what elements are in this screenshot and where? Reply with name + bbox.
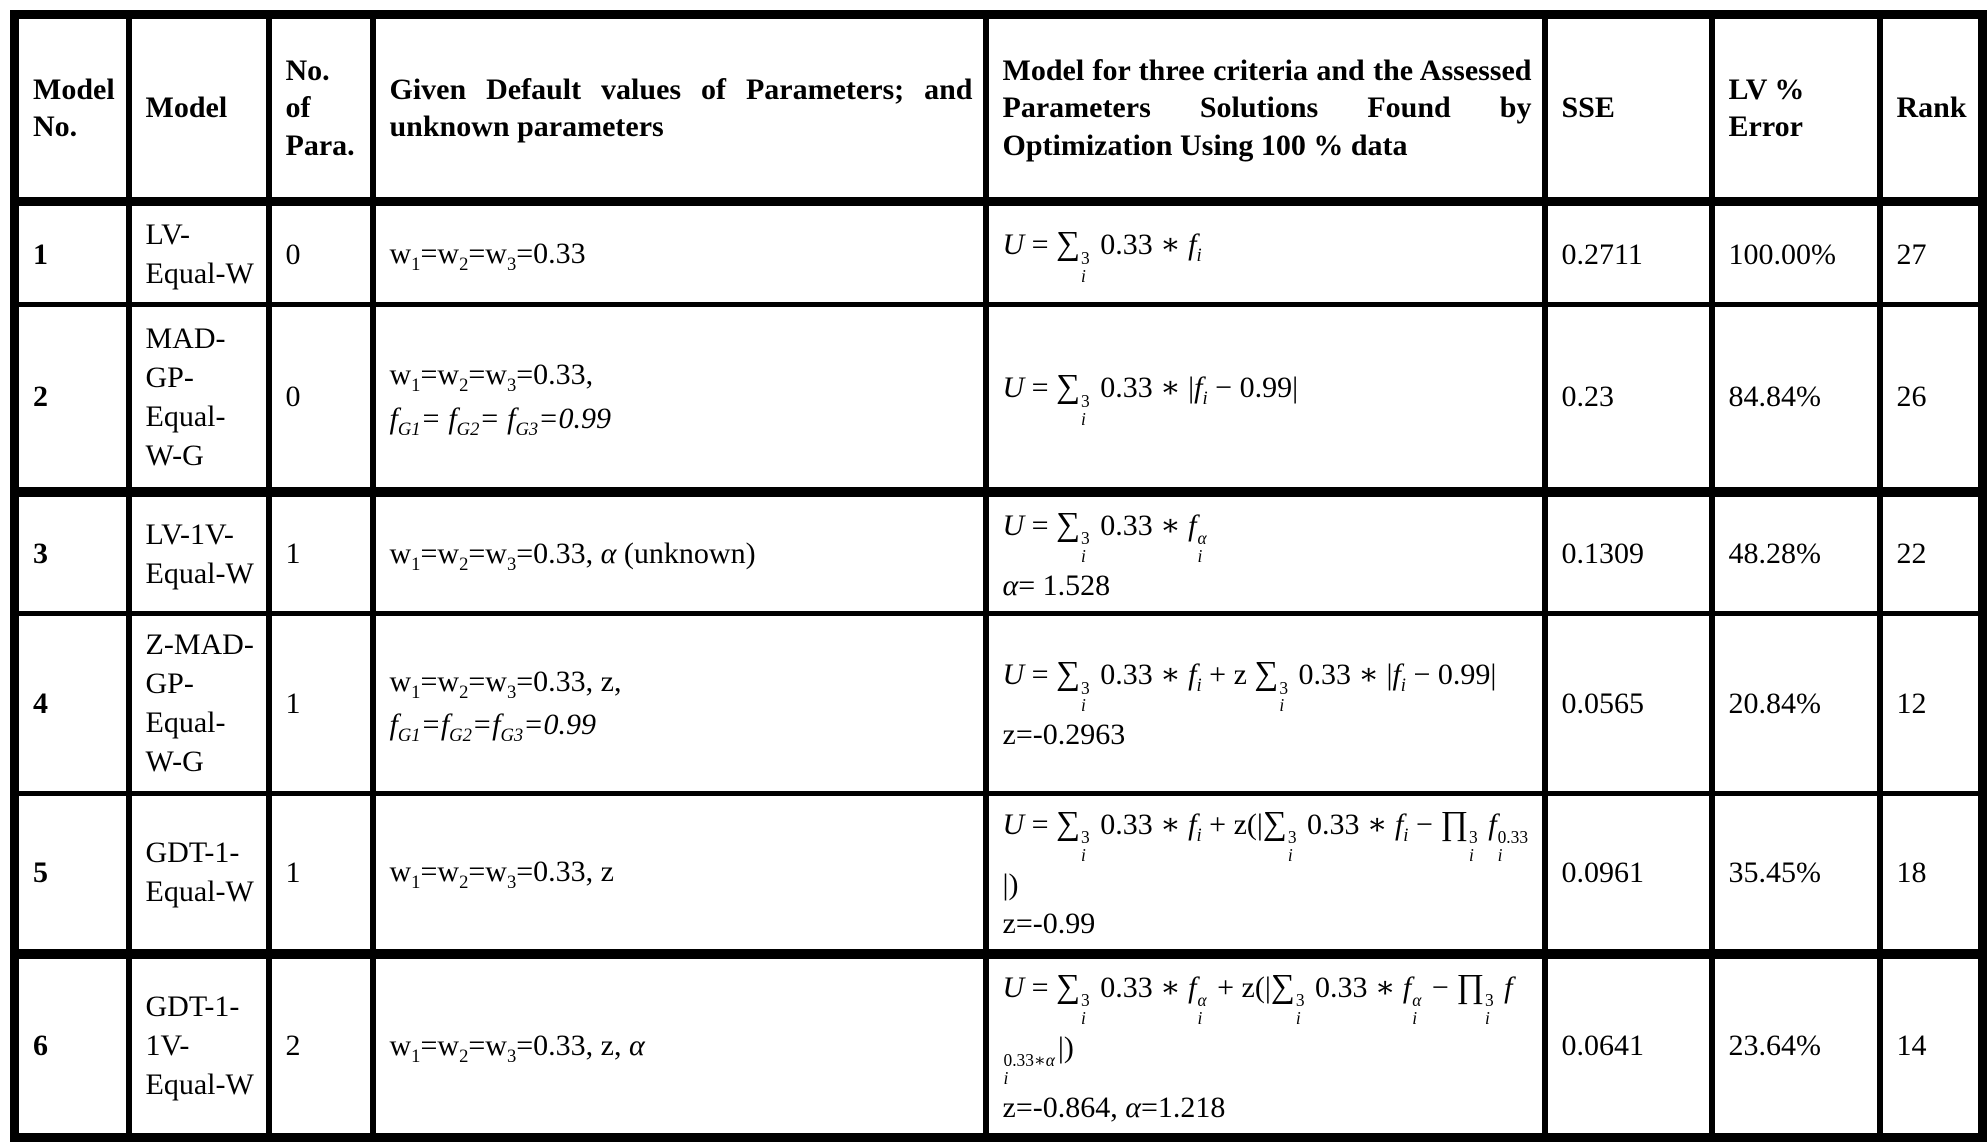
cell-rank: 18 [1880, 793, 1983, 954]
cell-model-formula: U = ∑ 3 i 0.33 ∗ $f_i + z$ ∑ 3 i 0.33 ∗ $|f_i - 0.99|$ z=-0.2963 [986, 613, 1545, 793]
col-header-sse: SSE [1545, 15, 1712, 202]
cell-rank: 14 [1880, 954, 1983, 1138]
cell-model-name: Z-MAD-GP-Equal-W-G [129, 613, 269, 793]
cell-num-para: 1 [269, 492, 373, 614]
col-header-criteria-model: Model for three criteria and the Assessed Parameters Solutions Found by Optimization Using 100 % data [986, 15, 1545, 202]
table-row-model-1 [15, 202, 1983, 305]
cell-sse: 0.0565 [1545, 613, 1712, 793]
cell-num-para: 0 [269, 305, 373, 492]
cell-num-para: 1 [269, 613, 373, 793]
cell-lv-error: 23.64% [1712, 954, 1880, 1138]
cell-given-params: $w_1=w_2=w_3=0.33$, z [373, 793, 986, 954]
cell-lv-error: 20.84% [1712, 613, 1880, 793]
cell-model-no: 3 [15, 492, 129, 614]
cell-sse: 0.0961 [1545, 793, 1712, 954]
cell-model-formula: U = ∑ 3 i 0.33 ∗ $f_i + z(|\sum$ 3 i 0.33 ∗ $f_i$ − ∏ 3 i f 0.33 i |) z=-0.99 [986, 793, 1545, 954]
cell-given-params: $w_1=w_2=w_3=0.33$, z, α [373, 954, 986, 1138]
col-header-num-para: No. of Para. [269, 15, 373, 202]
cell-model-formula: U = ∑ 3 i 0.33 ∗ f α i + z(|∑ 3 i 0.33 ∗ f α i − ∏ 3 i f 0.33∗α i |) z=-0.864, α=1.218 [986, 954, 1545, 1138]
cell-lv-error: 84.84% [1712, 305, 1880, 492]
cell-lv-error: 48.28% [1712, 492, 1880, 614]
cell-rank: 12 [1880, 613, 1983, 793]
cell-model-no: 1 [15, 202, 129, 305]
cell-rank: 22 [1880, 492, 1983, 614]
table-row-model-5 [15, 793, 1983, 954]
cell-given-params: $w_1=w_2=w_3=0.33$, z, $f_{G1}=f_{G2}=f_{G3}=0.99$ [373, 613, 986, 793]
cell-rank: 26 [1880, 305, 1983, 492]
col-header-model-no: Model No. [15, 15, 129, 202]
cell-lv-error: 100.00% [1712, 202, 1880, 305]
col-header-lv-error: LV % Error [1712, 15, 1880, 202]
cell-model-name: GDT-1-Equal-W [129, 793, 269, 954]
cell-model-formula: U = ∑ 3 i 0.33 ∗ f α i α= 1.528 [986, 492, 1545, 614]
cell-num-para: 1 [269, 793, 373, 954]
cell-model-no: 6 [15, 954, 129, 1138]
col-header-rank: Rank [1880, 15, 1983, 202]
cell-sse: 0.23 [1545, 305, 1712, 492]
cell-model-formula: U = ∑ 3 i 0.33 ∗ $f_i$ [986, 202, 1545, 305]
col-header-model: Model [129, 15, 269, 202]
table-row-model-2 [15, 305, 1983, 492]
table-row-model-3 [15, 492, 1983, 614]
cell-lv-error: 35.45% [1712, 793, 1880, 954]
cell-model-name: LV-Equal-W [129, 202, 269, 305]
cell-model-formula: U = ∑ 3 i 0.33 ∗ $|f_i - 0.99|$ [986, 305, 1545, 492]
cell-given-params: $w_1=w_2=w_3=0.33$, $f_{G1}= f_{G2}= f_{G3}=0.99$ [373, 305, 986, 492]
cell-model-no: 5 [15, 793, 129, 954]
cell-model-no: 4 [15, 613, 129, 793]
table-row-model-6 [15, 954, 1983, 1138]
cell-rank: 27 [1880, 202, 1983, 305]
col-header-given-params: Given Default values of Parameters; and unknown parameters [373, 15, 986, 202]
cell-model-name: GDT-1-1V-Equal-W [129, 954, 269, 1138]
cell-sse: 0.2711 [1545, 202, 1712, 305]
cell-model-name: MAD-GP-Equal-W-G [129, 305, 269, 492]
header-row [15, 15, 1983, 202]
models-comparison-table [10, 10, 1987, 1142]
cell-given-params: $w_1=w_2=w_3=0.33$ [373, 202, 986, 305]
cell-given-params: $w_1=w_2=w_3=0.33$, α (unknown) [373, 492, 986, 614]
cell-sse: 0.1309 [1545, 492, 1712, 614]
table-row-model-4 [15, 613, 1983, 793]
cell-num-para: 0 [269, 202, 373, 305]
cell-num-para: 2 [269, 954, 373, 1138]
cell-sse: 0.0641 [1545, 954, 1712, 1138]
cell-model-no: 2 [15, 305, 129, 492]
cell-model-name: LV-1V-Equal-W [129, 492, 269, 614]
